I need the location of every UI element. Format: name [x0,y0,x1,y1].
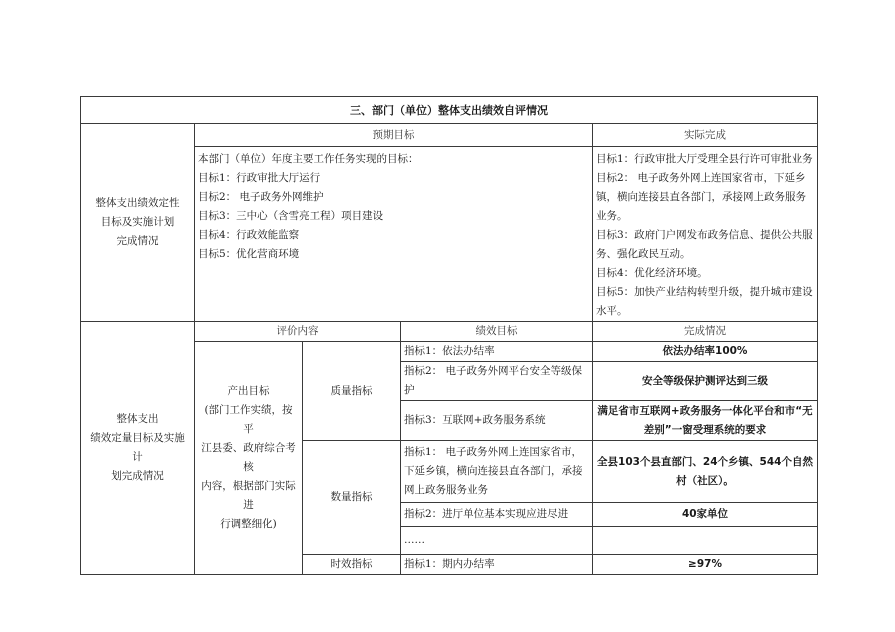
indicator-cell: 指标2：进厅单位基本实现应进尽进 [401,503,593,527]
output-target-line: 行调整细化) [220,518,277,530]
expected-goal-line: 目标5：优化营商环境 [198,248,300,260]
side-label-line: 划完成情况 [111,470,164,482]
expected-goal-line: 目标2： 电子政务外网维护 [198,191,324,203]
evaluation-table [80,96,818,575]
output-target-line: 内容，根据部门实际进 [201,480,296,511]
side-label-line: 目标及实施计划 [100,216,175,228]
actual-goal-line: 目标3：政府门户网发布政务信息、提供公共服务、强化政民互动。 [596,229,813,260]
result-cell: 安全等级保护测评达到三级 [593,362,818,401]
actual-goal-line: 目标4：优化经济环境。 [596,267,708,279]
indicator-cell: 指标2： 电子政务外网平台安全等级保护 [401,362,593,401]
side-label-line: 整体支出绩效定性 [95,197,180,209]
result-cell: 满足省市互联网+政务服务一体化平台和市“无差别”一窗受理系统的要求 [593,401,818,441]
result-cell: ≥97% [593,555,818,575]
timeliness-indicator-category: 时效指标 [303,555,401,575]
indicator-cell: 指标3：互联网+政务服务系统 [401,401,593,441]
actual-completion-header: 实际完成 [593,124,818,147]
result-cell: 依法办结率100% [593,342,818,362]
quality-indicator-category: 质量指标 [303,342,401,441]
result-cell [593,527,818,555]
side-label-line: 完成情况 [116,235,159,247]
evaluation-document [80,96,817,575]
indicator-cell: 指标1：依法办结率 [401,342,593,362]
side-label-line: 整体支出 [116,413,159,425]
quantitative-side-label [81,322,195,575]
evaluation-content-header: 评价内容 [195,322,401,342]
expected-goal-line: 本部门（单位）年度主要工作任务实现的目标： [198,153,419,165]
completion-status-header: 完成情况 [593,322,818,342]
output-target-line: (部门工作实绩，按平 [204,404,293,435]
actual-goal-line: 目标2： 电子政务外网上连国家省市，下延乡镇，横向连接县直各部门，承接网上政务服务业务。 [596,172,806,222]
side-label-line: 绩效定量目标及实施计 [90,432,185,463]
indicator-cell: 指标1： 电子政务外网上连国家省市，下延乡镇，横向连接县直各部门，承接网上政务服务业务 [401,441,593,503]
expected-goal-line: 目标4：行政效能监察 [198,229,300,241]
result-cell: 40家单位 [593,503,818,527]
performance-target-header: 绩效目标 [401,322,593,342]
output-target-line: 江县委、政府综合考核 [201,442,296,473]
output-target-cell [195,342,303,575]
output-target-line: 产出目标 [227,385,270,397]
indicator-cell: …… [401,527,593,555]
expected-goals-list [195,147,593,322]
actual-goal-line: 目标1：行政审批大厅受理全县行许可审批业务 [596,153,813,165]
actual-goal-line: 目标5：加快产业结构转型升级，提升城市建设水平。 [596,286,813,317]
expected-goal-line: 目标1：行政审批大厅运行 [198,172,321,184]
quantity-indicator-category: 数量指标 [303,441,401,555]
expected-goals-header: 预期目标 [195,124,593,147]
expected-goal-line: 目标3：三中心（含雪亮工程）项目建设 [198,210,384,222]
result-cell: 全县103个县直部门、24个乡镇、544个自然村（社区）。 [593,441,818,503]
actual-completion-list [593,147,818,322]
qualitative-side-label [81,124,195,322]
section-title: 三、部门（单位）整体支出绩效自评情况 [81,97,818,124]
indicator-cell: 指标1：期内办结率 [401,555,593,575]
